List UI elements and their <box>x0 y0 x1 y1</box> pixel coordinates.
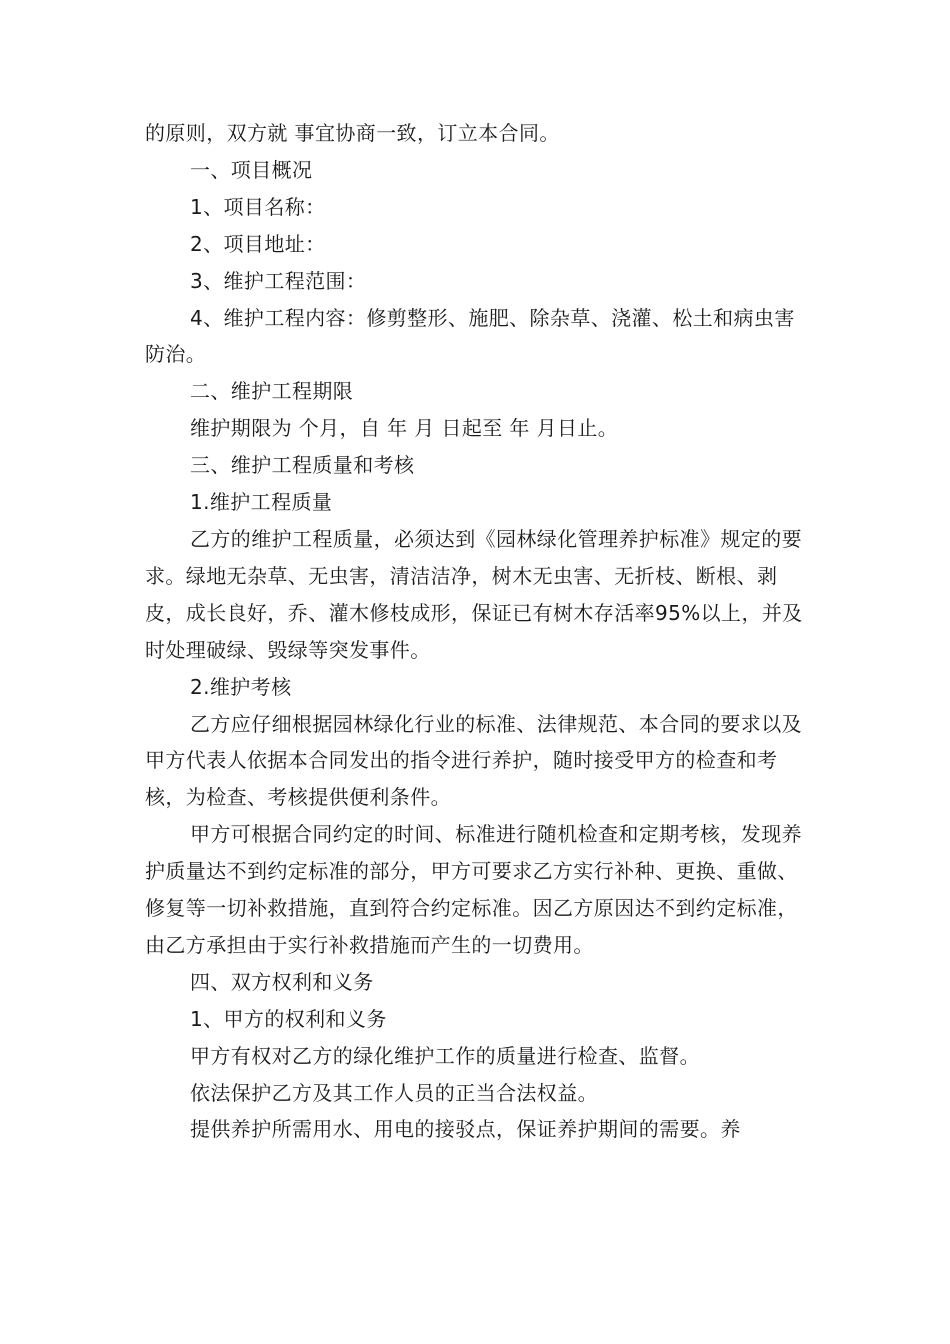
paragraph: 维护期限为 个月，自 年 月 日起至 年 月日止。 <box>190 416 619 441</box>
list-item: 3、维护工程范围： <box>190 268 367 293</box>
paragraph: 依法保护乙方及其工作人员的正当合法权益。 <box>190 1080 598 1105</box>
list-item: 4、维护工程内容：修剪整形、施肥、除杂草、浇灌、松土和病虫害防治。 <box>145 305 795 367</box>
list-item: 1、项目名称： <box>190 194 326 219</box>
subsection-heading: 1、甲方的权利和义务 <box>190 1006 387 1031</box>
subsection-heading: 2.维护考核 <box>190 674 292 699</box>
paragraph: 甲方有权对乙方的绿化维护工作的质量进行检查、监督。 <box>190 1043 700 1068</box>
section-heading: 一、项目概况 <box>190 157 313 182</box>
paragraph: 甲方可根据合同约定的时间、标准进行随机检查和定期考核，发现养护质量达不到约定标准的部分，甲方可要求乙方实行补种、更换、重做、修复等一切补救措施，直到符合约定标准。因乙方原因达不到约定标准，由乙方承担由于实行补救措施而产生的一切费用。 <box>145 822 802 957</box>
paragraph: 乙方应仔细根据园林绿化行业的标准、法律规范、本合同的要求以及甲方代表人依据本合同发出的指令进行养护，随时接受甲方的检查和考核，为检查、考核提供便利条件。 <box>145 711 802 810</box>
subsection-heading: 1.维护工程质量 <box>190 490 333 515</box>
section-heading: 二、维护工程期限 <box>190 379 354 404</box>
paragraph: 提供养护所需用水、用电的接驳点，保证养护期间的需要。养 <box>190 1117 741 1142</box>
section-heading: 四、双方权利和义务 <box>190 969 374 994</box>
section-heading: 三、维护工程质量和考核 <box>190 453 415 478</box>
document-body <box>145 115 815 1148</box>
paragraph: 乙方的维护工程质量，必须达到《园林绿化管理养护标准》规定的要求。绿地无杂草、无虫害，清洁洁净，树木无虫害、无折枝、断根、剥皮，成长良好，乔、灌木修枝成形，保证已有树木存活率95%以上，并及时处理破绿、毁绿等突发事件。 <box>145 526 803 662</box>
paragraph: 的原则，双方就 事宜协商一致，订立本合同。 <box>145 121 560 145</box>
list-item: 2、项目地址： <box>190 231 326 256</box>
